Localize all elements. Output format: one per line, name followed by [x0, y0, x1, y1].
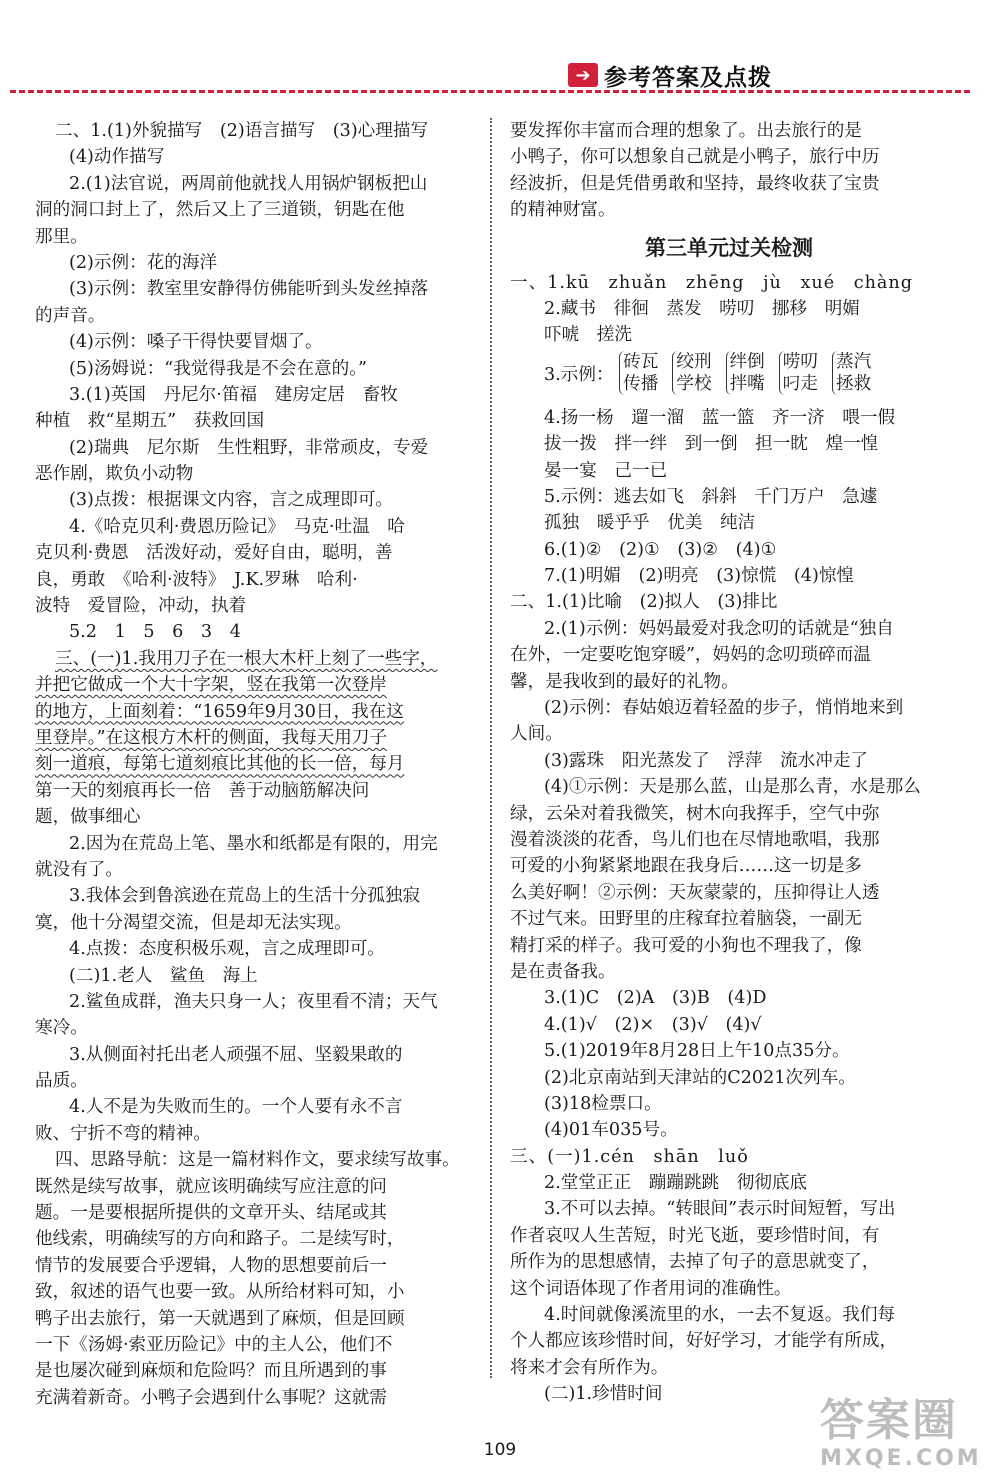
- watermark-line2: MXQE.COM: [820, 1446, 982, 1471]
- text-line: 波特 爱冒险，冲动，执着: [35, 596, 247, 617]
- text-line: 第一天的刻痕再长一倍 善于动脑筋解决问: [35, 780, 370, 801]
- text-line: 人间。: [510, 724, 563, 745]
- text-line: 5.示例：逃去如飞 斜斜 千门万户 急遽: [544, 486, 878, 507]
- text-line: 小鸭子，你可以想象自己就是小鸭子，旅行中历: [510, 147, 880, 168]
- text-line: 4.人不是为失败而生的。一个人要有永不言: [69, 1097, 403, 1118]
- text-line: 2.(1)示例：妈妈最爱对我念叨的话就是“独自: [544, 618, 894, 639]
- text-line: 题，做事细心: [35, 807, 141, 828]
- text-line: 5.(1)2019年8月28日上午10点35分。: [544, 1041, 850, 1062]
- text-line: 三、(一)1.我用刀子在一根大木杆上刻了一些字，: [55, 648, 438, 669]
- text-line: 洞的洞口封上了，然后又上了三道锁，钥匙在他: [35, 200, 405, 221]
- word-group-item: 唠叨: [782, 351, 818, 372]
- right-column: [510, 118, 948, 1408]
- text-line: 3.不可以去掉。“转眼间”表示时间短暂，写出: [544, 1199, 896, 1220]
- question-3-word-groups: [510, 349, 948, 405]
- text-line: 鸭子出去旅行，第一天就遇到了麻烦，但是回顾: [35, 1308, 405, 1329]
- text-line: 可爱的小狗紧紧地跟在我身后……这一切是多: [510, 856, 862, 877]
- word-group: [672, 351, 711, 395]
- text-line: 吓唬 搓洗: [544, 325, 632, 346]
- text-line: 的声音。: [35, 305, 106, 326]
- text-line: (5)汤姆说：“我觉得我是不会在意的。”: [69, 358, 368, 379]
- text-line: 那里。: [35, 226, 88, 247]
- text-line: 四、思路导航：这是一篇材料作文，要求续写故事。: [55, 1150, 460, 1171]
- text-line: (4)动作描写: [69, 147, 165, 168]
- text-line: (4)示例：嗓子干得快要冒烟了。: [69, 332, 323, 353]
- right-part-b: [510, 405, 948, 1408]
- text-line: 二、1.(1)外貌描写 (2)语言描写 (3)心理描写: [55, 121, 429, 141]
- text-line: 晏一宴 己一已: [544, 460, 668, 481]
- word-group-item: 绞刑: [676, 351, 712, 372]
- text-line: 2.鲨鱼成群，渔夫只身一人；夜里看不清；天气: [69, 991, 438, 1012]
- text-line: (3)露珠 阳光蒸发了 浮萍 流水冲走了: [544, 750, 869, 771]
- text-line: 这个词语体现了作者用词的准确性。: [510, 1278, 792, 1299]
- text-line: 一、1.kū zhuǎn zhēng jù xué chàng: [510, 272, 914, 293]
- text-line: 4.(1)√ (2)× (3)√ (4)√: [544, 1014, 762, 1035]
- left-column: [35, 118, 473, 1411]
- text-line: 在外，一定要吃饱穿暖”，妈妈的念叨琐碎而温: [510, 645, 871, 666]
- text-line: 所作为的思想感情，去掉了句子的意思就变了，: [510, 1252, 880, 1273]
- text-line: 2.堂堂正正 蹦蹦跳跳 彻彻底底: [544, 1173, 808, 1194]
- word-group-item: 传播: [623, 373, 659, 394]
- text-line: 寒冷。: [35, 1018, 88, 1039]
- text-line: 良，勇敢 《哈利·波特》 J.K.罗琳 哈利·: [35, 569, 358, 590]
- text-line: 恶作剧，欺负小动物: [35, 464, 194, 485]
- word-group-item: 砖瓦: [623, 351, 659, 372]
- word-group: [619, 351, 658, 395]
- text-line: 致，叙述的语气也要一致。从所给材料可知，小: [35, 1282, 405, 1303]
- text-line: 的地方，上面刻着：“1659年9月30日，我在这: [35, 701, 404, 722]
- text-line: 4.点拨：态度积极乐观，言之成理即可。: [69, 939, 385, 960]
- text-line: 败、宁折不弯的精神。: [35, 1123, 211, 1144]
- text-line: 既然是续写故事，就应该明确续写应注意的问: [35, 1176, 387, 1197]
- word-group-item: 学校: [676, 373, 712, 394]
- right-part-a: [510, 270, 948, 349]
- text-line: 一下《汤姆·索亚历险记》中的主人公，他们不: [35, 1334, 393, 1355]
- section-title: 第三单元过关检测: [645, 235, 813, 260]
- header-title-box: [568, 60, 772, 90]
- text-line: 就没有了。: [35, 859, 123, 880]
- word-group: [779, 351, 818, 395]
- word-group: [832, 351, 871, 395]
- text-line: 拔一拨 拌一绊 到一倒 担一眈 煌一惶: [544, 434, 879, 455]
- text-line: 三、(一)1.cén shān luǒ: [510, 1146, 749, 1167]
- text-line: (2)北京南站到天津站的C2021次列车。: [544, 1067, 856, 1088]
- text-line: 3.我体会到鲁滨逊在荒岛上的生活十分孤独寂: [69, 886, 421, 907]
- word-group-item: 拌嘴: [729, 373, 765, 394]
- text-line: 2.(1)法官说，两周前他就找人用锅炉钢板把山: [69, 173, 428, 194]
- text-line: 孤独 暖乎乎 优美 纯洁: [544, 513, 756, 534]
- page-header: [0, 0, 1000, 110]
- text-line: 绿，云朵对着我微笑，树木向我挥手，空气中弥: [510, 803, 880, 824]
- text-line: 题。一是要根据所提供的文章开头、结尾或其: [35, 1203, 387, 1224]
- page-number: 109: [483, 1440, 517, 1460]
- text-line: 3.(1)英国 丹尼尔·笛福 建房定居 畜牧: [69, 384, 398, 405]
- header-dashed-rule: [10, 90, 970, 93]
- watermark-logo: [820, 1396, 980, 1480]
- text-line: 刻一道痕，每第七道刻痕比其他的长一倍，每月: [35, 754, 405, 775]
- text-line: 并把它做成一个大十字架，竖在我第一次登岸: [35, 675, 387, 696]
- q3-prefix: 3.示例：: [544, 364, 614, 385]
- word-group: [726, 351, 765, 395]
- text-line: 7.(1)明媚 (2)明亮 (3)惊慌 (4)惊惶: [544, 566, 855, 587]
- column-divider: [490, 118, 492, 1378]
- text-line: 3.从侧面衬托出老人顽强不屈、坚毅果敢的: [69, 1044, 403, 1065]
- text-line: 克贝利·费恩 活泼好动，爱好自由，聪明，善: [35, 543, 393, 564]
- text-line: 要发挥你丰富而合理的想象了。出去旅行的是: [510, 121, 862, 141]
- text-line: 是在责备我。: [510, 961, 616, 982]
- text-line: 2.因为在荒岛上笔、墨水和纸都是有限的，用完: [69, 833, 438, 854]
- text-line: (2)示例：花的海洋: [69, 252, 218, 273]
- header-title: 参考答案及点拨: [604, 64, 772, 91]
- word-group-item: 蒸汽: [835, 351, 872, 372]
- text-line: 寞，他十分渴望交流，但是却无法实现。: [35, 912, 352, 933]
- text-line: (3)18检票口。: [544, 1093, 662, 1114]
- text-line: 4.《哈克贝利·费恩历险记》 马克·吐温 哈: [69, 516, 405, 537]
- right-top-text: [510, 118, 948, 224]
- text-line: (二)1.老人 鲨鱼 海上: [69, 965, 258, 986]
- text-line: 5.2 1 5 6 3 4: [69, 622, 241, 643]
- text-line: (4)01车035号。: [544, 1120, 678, 1141]
- text-line: 里登岸。”在这根方木杆的侧面，我每天用刀子: [35, 727, 388, 748]
- text-line: 作者哀叹人生苦短，时光飞逝，要珍惜时间，有: [510, 1225, 880, 1246]
- text-line: 他线索，明确续写的方向和路子。二是续写时，: [35, 1229, 405, 1250]
- text-line: 馨，是我收到的最好的礼物。: [510, 671, 739, 692]
- text-line: (二)1.珍惜时间: [544, 1384, 663, 1405]
- text-line: 种植 救“星期五” 获救回国: [35, 411, 265, 432]
- text-line: 么美好啊！②示例：天灰蒙蒙的，压抑得让人透: [510, 882, 880, 903]
- text-line: 精打采的样子。我可爱的小狗也不理我了，像: [510, 935, 862, 956]
- text-line: 品质。: [35, 1071, 88, 1092]
- text-line: 4.扬一杨 遛一溜 蓝一篮 齐一济 喂一假: [544, 407, 896, 428]
- text-line: (2)示例：春姑娘迈着轻盈的步子，悄悄地来到: [544, 698, 904, 719]
- text-line: 充满着新奇。小鸭子会遇到什么事呢？这就需: [35, 1387, 387, 1408]
- text-line: (2)瑞典 尼尔斯 生性粗野，非常顽皮，专爱: [69, 437, 429, 458]
- text-line: (3)示例：教室里安静得仿佛能听到头发丝掉落: [69, 279, 429, 300]
- text-line: 2.藏书 徘徊 蒸发 唠叨 挪移 明媚: [544, 298, 860, 319]
- text-line: 4.时间就像溪流里的水，一去不复返。我们每: [544, 1305, 896, 1326]
- text-line: 3.(1)C (2)A (3)B (4)D: [544, 988, 767, 1009]
- word-group-item: 拯救: [835, 373, 872, 394]
- text-line: 个人都应该珍惜时间，好好学习，才能学有所成，: [510, 1331, 898, 1352]
- text-line: (4)①示例：天是那么蓝，山是那么青，水是那么: [544, 777, 921, 798]
- watermark-line1: 答案圈: [820, 1395, 958, 1446]
- arrow-right-icon: ➔: [568, 63, 598, 87]
- text-line: (3)点拨：根据课文内容，言之成理即可。: [69, 490, 394, 511]
- word-group-item: 绊倒: [729, 351, 765, 372]
- text-line: 的精神财富。: [510, 200, 616, 221]
- text-line: 经波折，但是凭借勇敢和坚持，最终收获了宝贵: [510, 173, 880, 194]
- text-line: 不过气来。田野里的庄稼耷拉着脑袋，一副无: [510, 909, 862, 930]
- text-line: 二、1.(1)比喻 (2)拟人 (3)排比: [510, 592, 778, 613]
- text-line: 将来才会有所作为。: [510, 1357, 669, 1378]
- text-line: 6.(1)② (2)① (3)② (4)①: [544, 539, 777, 560]
- text-line: 情节的发展要合乎逻辑，人物的思想要前后一: [35, 1255, 387, 1276]
- word-group-item: 叼走: [782, 373, 818, 394]
- text-line: 是也屡次碰到麻烦和危险吗？而且所遇到的事: [35, 1361, 387, 1382]
- text-line: 漫着淡淡的花香，鸟儿们也在尽情地歌唱，我那: [510, 829, 880, 850]
